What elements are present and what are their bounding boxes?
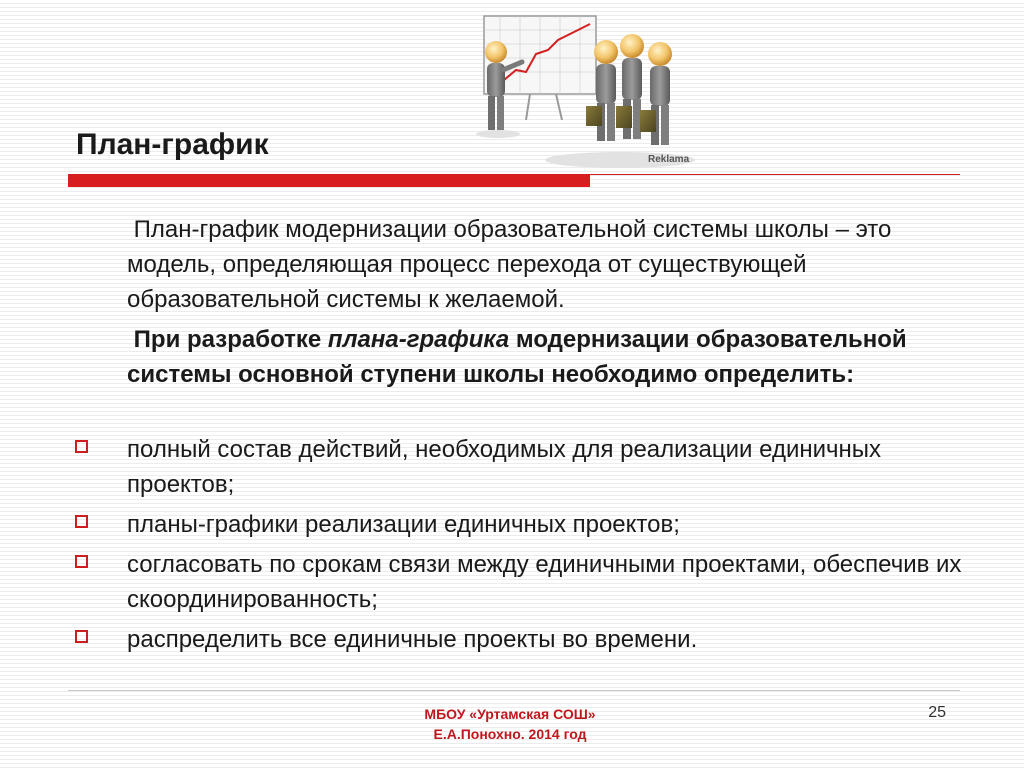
footer-divider-line — [68, 690, 960, 691]
slide-title: План-график — [76, 128, 269, 161]
definition-paragraph — [127, 212, 967, 317]
bullet-square-icon — [75, 440, 88, 453]
watermark-text: Reklama — [648, 154, 690, 165]
bullet-text: согласовать по срокам связи между единичными проектами, обеспечив их скоординированность; — [127, 551, 962, 613]
requirement-text-end: модернизации образовательной системы основной ступени школы необходимо определить: — [127, 326, 907, 388]
footer-credit — [380, 704, 640, 744]
bullet-text: планы-графики реализации единичных проектов; — [127, 511, 680, 538]
bullet-item — [127, 432, 967, 502]
bullet-item — [127, 547, 967, 617]
footer-author-year: Е.А.Понохно. 2014 год — [433, 726, 587, 742]
requirement-text-italic: плана-графика — [327, 326, 510, 353]
bullet-text: распределить все единичные проекты во времени. — [127, 626, 698, 653]
bullet-item — [127, 622, 967, 657]
requirement-paragraph — [127, 322, 967, 392]
bullet-square-icon — [75, 555, 88, 568]
definition-text: План-график модернизации образовательной системы школы – это модель, определяющая процесс перехода от существующей образовательной системы к желаемой. — [127, 216, 892, 313]
bullet-square-icon — [75, 515, 88, 528]
bullet-item — [127, 507, 967, 542]
requirement-text-start: При разработке — [133, 326, 328, 353]
footer-school: МБОУ «Уртамская СОШ» — [424, 706, 596, 722]
bullet-text: полный состав действий, необходимых для реализации единичных проектов; — [127, 436, 882, 498]
bullet-square-icon — [75, 630, 88, 643]
page-number: 25 — [928, 704, 946, 721]
